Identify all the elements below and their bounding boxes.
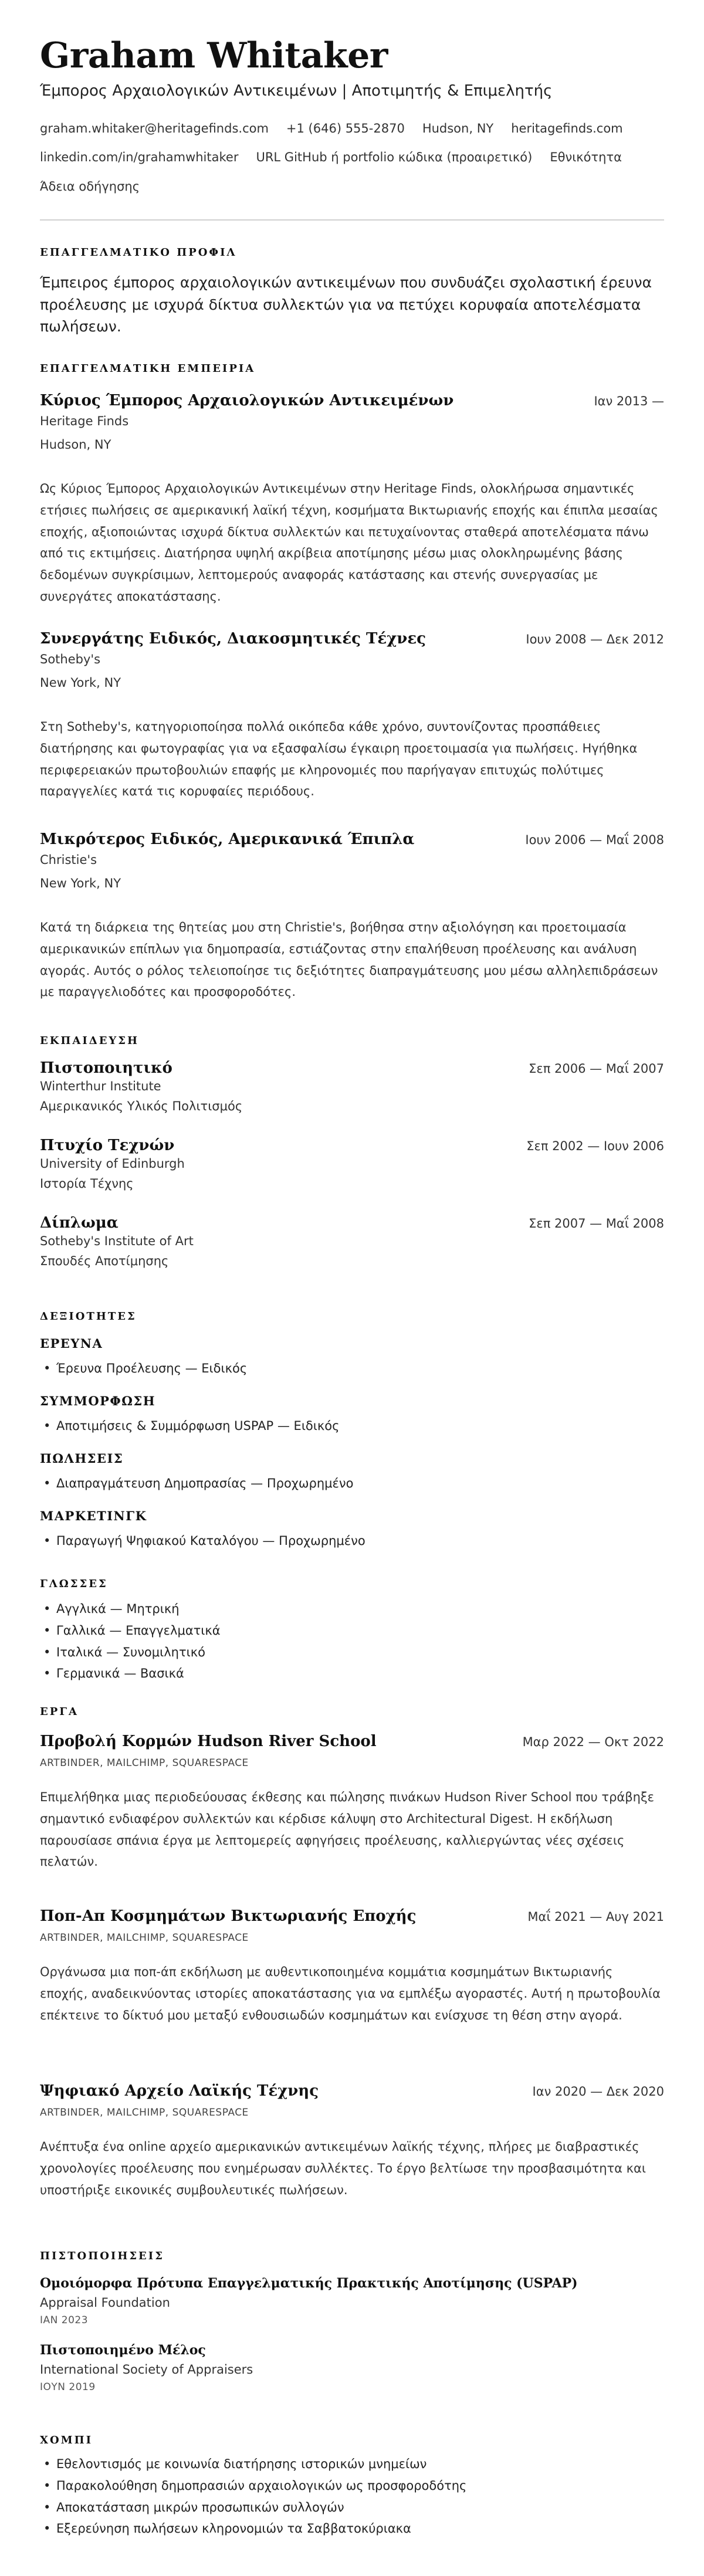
job-description: Κατά τη διάρκεια της θητείας μου στη Christie's, βοήθησα στην αξιολόγηση και προετοιμασία αμερικανικών επίπλων για δημοπρασία, εστιάζοντας στην επαλήθευση προέλευσης και ανάλυση αγοράς. Αυτός ο ρόλος τελειοποίησε τις δεξιότητες διαπραγμάτευσης μου μέσω αλληλεπιδράσεων με παραγγελιοδότες και προσφοροδότες.: [40, 920, 658, 999]
contact-info: [40, 121, 664, 195]
education-section: [40, 1035, 664, 1047]
education-field: Αμερικανικός Υλικός Πολιτισμός: [40, 1099, 243, 1113]
education-degree: Πτυχίο Τεχνών: [40, 1137, 175, 1154]
job-dates: Ιαν 2013 —: [594, 394, 664, 408]
experience-item: [40, 392, 664, 608]
certification-item: [40, 2276, 664, 2326]
education-school: University of Edinburgh: [40, 1157, 185, 1171]
projects-heading: ΕΡΓΑ: [40, 1706, 79, 1718]
summary-text: Έμπειρος έμπορος αρχαιολογικών αντικειμένων που συνδυάζει σχολαστική έρευνα προέλευσης με ισχυρά δίκτυα συλλεκτών για να πετύχει κορυφαία αποτελέσματα πωλήσεων.: [40, 274, 652, 335]
certifications-heading: ΠΙΣΤΟΠΟΙΗΣΕΙΣ: [40, 2250, 164, 2262]
project-name: Προβολή Κορμών Hudson River School: [40, 1733, 377, 1750]
job-company: Heritage Finds: [40, 414, 129, 428]
skill-group-name: ΕΡΕΥΝΑ: [40, 1336, 103, 1351]
project-dates: Ιαν 2020 — Δεκ 2020: [532, 2084, 664, 2099]
skill-group-name: ΜΑΡΚΕΤΙΝΓΚ: [40, 1509, 147, 1523]
contact-linkedin[interactable]: linkedin.com/in/grahamwhitaker: [40, 150, 239, 165]
experience-section: [40, 362, 664, 375]
job-location: Hudson, NY: [40, 437, 111, 452]
hobbies-heading: ΧΟΜΠΙ: [40, 2434, 93, 2446]
contact-location: Hudson, NY: [422, 121, 494, 135]
experience-item: [40, 630, 664, 802]
project-description: Οργάνωσα μια ποπ-άπ εκδήλωση με αυθεντικοποιημένα κομμάτια κοσμημάτων Βικτωριανής εποχής, αναδεικνύοντας ιστορίες αποκατάστασης για να εμπλέξω αγοραστές. Αυτή η πρωτοβουλία επέκτεινε το δίκτυό μου μεταξύ ενθουσιωδών κοσμημάτων και ενίσχυσε τη θέση στην αγορά.: [40, 1965, 661, 2022]
contact-nationality: Εθνικότητα: [550, 150, 622, 165]
summary-heading: ΕΠΑΓΓΕΛΜΑΤΙΚΟ ΠΡΟΦΙΛ: [40, 246, 237, 259]
certification-date: ΙΑΝ 2023: [40, 2314, 89, 2326]
project-name: Ποπ-Απ Κοσμημάτων Βικτωριανής Εποχής: [40, 1907, 417, 1925]
project-tech: ARTBINDER, MAILCHIMP, SQUARESPACE: [40, 1757, 249, 1769]
certification-name: Πιστοποιημένο Μέλος: [40, 2343, 206, 2358]
hobby-item: • Αποκατάσταση μικρών προσωπικών συλλογών: [40, 2497, 664, 2519]
project-name: Ψηφιακό Αρχείο Λαϊκής Τέχνης: [40, 2082, 319, 2100]
certification-issuer: International Society of Appraisers: [40, 2363, 253, 2377]
skill-item: • Παραγωγή Ψηφιακού Καταλόγου — Προχωρημένο: [40, 1530, 664, 1552]
experience-item: [40, 831, 664, 1003]
education-heading: ΕΚΠΑΙΔΕΥΣΗ: [40, 1035, 140, 1047]
job-title: Συνεργάτης Ειδικός, Διακοσμητικές Τέχνες: [40, 630, 426, 648]
skill-group-name: ΠΩΛΗΣΕΙΣ: [40, 1451, 124, 1466]
skill-group: [40, 1509, 664, 1552]
education-field: Σπουδές Αποτίμησης: [40, 1253, 169, 1268]
skill-item: • Διαπραγμάτευση Δημοπρασίας — Προχωρημένο: [40, 1473, 664, 1494]
education-item: [40, 1137, 664, 1194]
language-item: • Γερμανικά — Βασικά: [40, 1663, 664, 1684]
project-description: Ανέπτυξα ένα online αρχείο αμερικανικών αντικειμένων λαϊκής τέχνης, πλήρες με διαβραστικές χρονολογίες προέλευσης που ενημέρωσαν συλλέκτες. Το έργο βελτίωσε την προσβασιμότητα και υποστήριξε εικονικές συμβουλευτικές πωλήσεων.: [40, 2140, 647, 2197]
education-field: Ιστορία Τέχνης: [40, 1176, 134, 1191]
languages-section: [40, 1578, 664, 1684]
hobby-item: • Εθελοντισμός με κοινωνία διατήρησης ιστορικών μνημείων: [40, 2453, 664, 2475]
job-description: Ως Κύριος Έμπορος Αρχαιολογικών Αντικειμένων στην Heritage Finds, ολοκλήρωσα σημαντικές ετήσιες πωλήσεις σε αμερικανική λαϊκή τέχνη, κοσμήματα Βικτωριανής εποχής και έπιπλα μεσαίας εποχής, αξιοποιώντας ισχυρά δίκτυα συλλεκτών και πετυχαίνοντας σταθερά αποτελέσματα πάνω από τις εκτιμήσεις. Διατήρησα υψηλή ακρίβεια αποτίμησης μέσω μιας ολοκληρωμένης βάσης δεδομένων συγκρίσιμων, λεπτομερούς αναφοράς κατάστασης και στενής συνεργασίας με συνεργάτες αποκατάστασης.: [40, 482, 658, 604]
job-title: Μικρότερος Ειδικός, Αμερικανικά Έπιπλα: [40, 831, 415, 848]
education-item: [40, 1214, 664, 1271]
certification-item: [40, 2343, 664, 2393]
project-item: [40, 1733, 664, 1873]
language-item: • Γαλλικά — Επαγγελματικά: [40, 1620, 664, 1642]
skill-group: [40, 1336, 664, 1379]
candidate-name: Graham Whitaker: [40, 35, 388, 76]
certification-issuer: Appraisal Foundation: [40, 2296, 170, 2310]
summary-section: [40, 246, 664, 338]
resume-header: [40, 36, 664, 221]
skill-item: • Αποτιμήσεις & Συμμόρφωση USPAP — Ειδικός: [40, 1415, 664, 1437]
project-tech: ARTBINDER, MAILCHIMP, SQUARESPACE: [40, 1932, 249, 1944]
education-degree: Πιστοποιητικό: [40, 1059, 172, 1077]
project-item: [40, 1907, 664, 2026]
project-description: Επιμελήθηκα μιας περιοδεύουσας έκθεσης και πώλησης πινάκων Hudson River School που τράβηξε σημαντικό ενδιαφέρον συλλεκτών και κέρδισε κάλυψη στο Architectural Digest. Η εκδήλωση παρουσίασε σπάνια έργα με λεπτομερείς αφηγήσεις προέλευσης, καλλιεργώντας νέες σχέσεις πελατών.: [40, 1790, 655, 1869]
language-item: • Αγγλικά — Μητρική: [40, 1598, 664, 1620]
skill-item: • Έρευνα Προέλευσης — Ειδικός: [40, 1358, 664, 1379]
job-dates: Ιουν 2006 — Μαΐ 2008: [525, 833, 664, 847]
job-description: Στη Sotheby's, κατηγοριοποίησα πολλά οικόπεδα κάθε χρόνο, συντονίζοντας προσπάθειες διατήρησης και φωτογραφίας για να εξασφαλίσω έγκαιρη προετοιμασία για πωλήσεις. Ηγήθηκα περιφερειακών πρωτοβουλιών επαφής με κληρονομιές που παρήγαγαν επιτυχώς πολύτιμες παραγγελίες κατά τις κορυφαίες περιόδους.: [40, 720, 638, 799]
education-dates: Σεπ 2006 — Μαΐ 2007: [529, 1062, 664, 1076]
project-item: [40, 2082, 664, 2201]
hobby-item: • Εξερεύνηση πωλήσεων κληρονομιών τα Σαββατοκύριακα: [40, 2518, 664, 2540]
education-dates: Σεπ 2002 — Ιουν 2006: [526, 1139, 664, 1153]
job-location: New York, NY: [40, 876, 121, 890]
project-dates: Μαρ 2022 — Οκτ 2022: [522, 1735, 664, 1749]
language-item: • Ιταλικά — Συνομιλητικό: [40, 1642, 664, 1663]
job-company: Christie's: [40, 853, 97, 867]
skill-group-name: ΣΥΜΜΟΡΦΩΣΗ: [40, 1394, 156, 1408]
hobbies-section: [40, 2434, 664, 2540]
projects-section: [40, 1706, 664, 1718]
hobby-item: • Παρακολούθηση δημοπρασιών αρχαιολογικών ως προσφοροδότης: [40, 2475, 664, 2497]
certification-name: Ομοιόμορφα Πρότυπα Επαγγελματικής Πρακτικής Αποτίμησης (USPAP): [40, 2276, 578, 2291]
education-item: [40, 1059, 664, 1116]
contact-driving-license: Άδεια οδήγησης: [40, 179, 140, 194]
experience-heading: ΕΠΑΓΓΕΛΜΑΤΙΚΗ ΕΜΠΕΙΡΙΑ: [40, 362, 256, 375]
candidate-headline: Έμπορος Αρχαιολογικών Αντικειμένων | Αποτιμητής & Επιμελητής: [40, 82, 553, 100]
skill-group: [40, 1451, 664, 1494]
job-location: New York, NY: [40, 675, 121, 690]
education-school: Winterthur Institute: [40, 1079, 161, 1093]
certification-date: ΙΟΥΝ 2019: [40, 2381, 96, 2393]
job-company: Sotheby's: [40, 652, 101, 666]
project-dates: Μαΐ 2021 — Αυγ 2021: [527, 1910, 664, 1924]
project-tech: ARTBINDER, MAILCHIMP, SQUARESPACE: [40, 2107, 249, 2119]
education-dates: Σεπ 2007 — Μαΐ 2008: [529, 1216, 664, 1231]
education-degree: Δίπλωμα: [40, 1214, 119, 1232]
contact-portfolio[interactable]: URL GitHub ή portfolio κώδικα (προαιρετικό): [256, 150, 533, 165]
job-dates: Ιουν 2008 — Δεκ 2012: [526, 632, 664, 646]
skills-heading: ΔΕΞΙΟΤΗΤΕΣ: [40, 1310, 137, 1323]
job-title: Κύριος Έμπορος Αρχαιολογικών Αντικειμένων: [40, 392, 454, 409]
skill-group: [40, 1394, 664, 1437]
education-school: Sotheby's Institute of Art: [40, 1234, 194, 1248]
certifications-section: [40, 2250, 664, 2262]
languages-heading: ΓΛΩΣΣΕΣ: [40, 1578, 108, 1590]
contact-website[interactable]: heritagefinds.com: [511, 121, 623, 135]
contact-phone[interactable]: +1 (646) 555-2870: [286, 121, 405, 135]
skills-section: [40, 1310, 664, 1323]
header-divider: [40, 219, 664, 221]
contact-email[interactable]: graham.whitaker@heritagefinds.com: [40, 121, 269, 135]
